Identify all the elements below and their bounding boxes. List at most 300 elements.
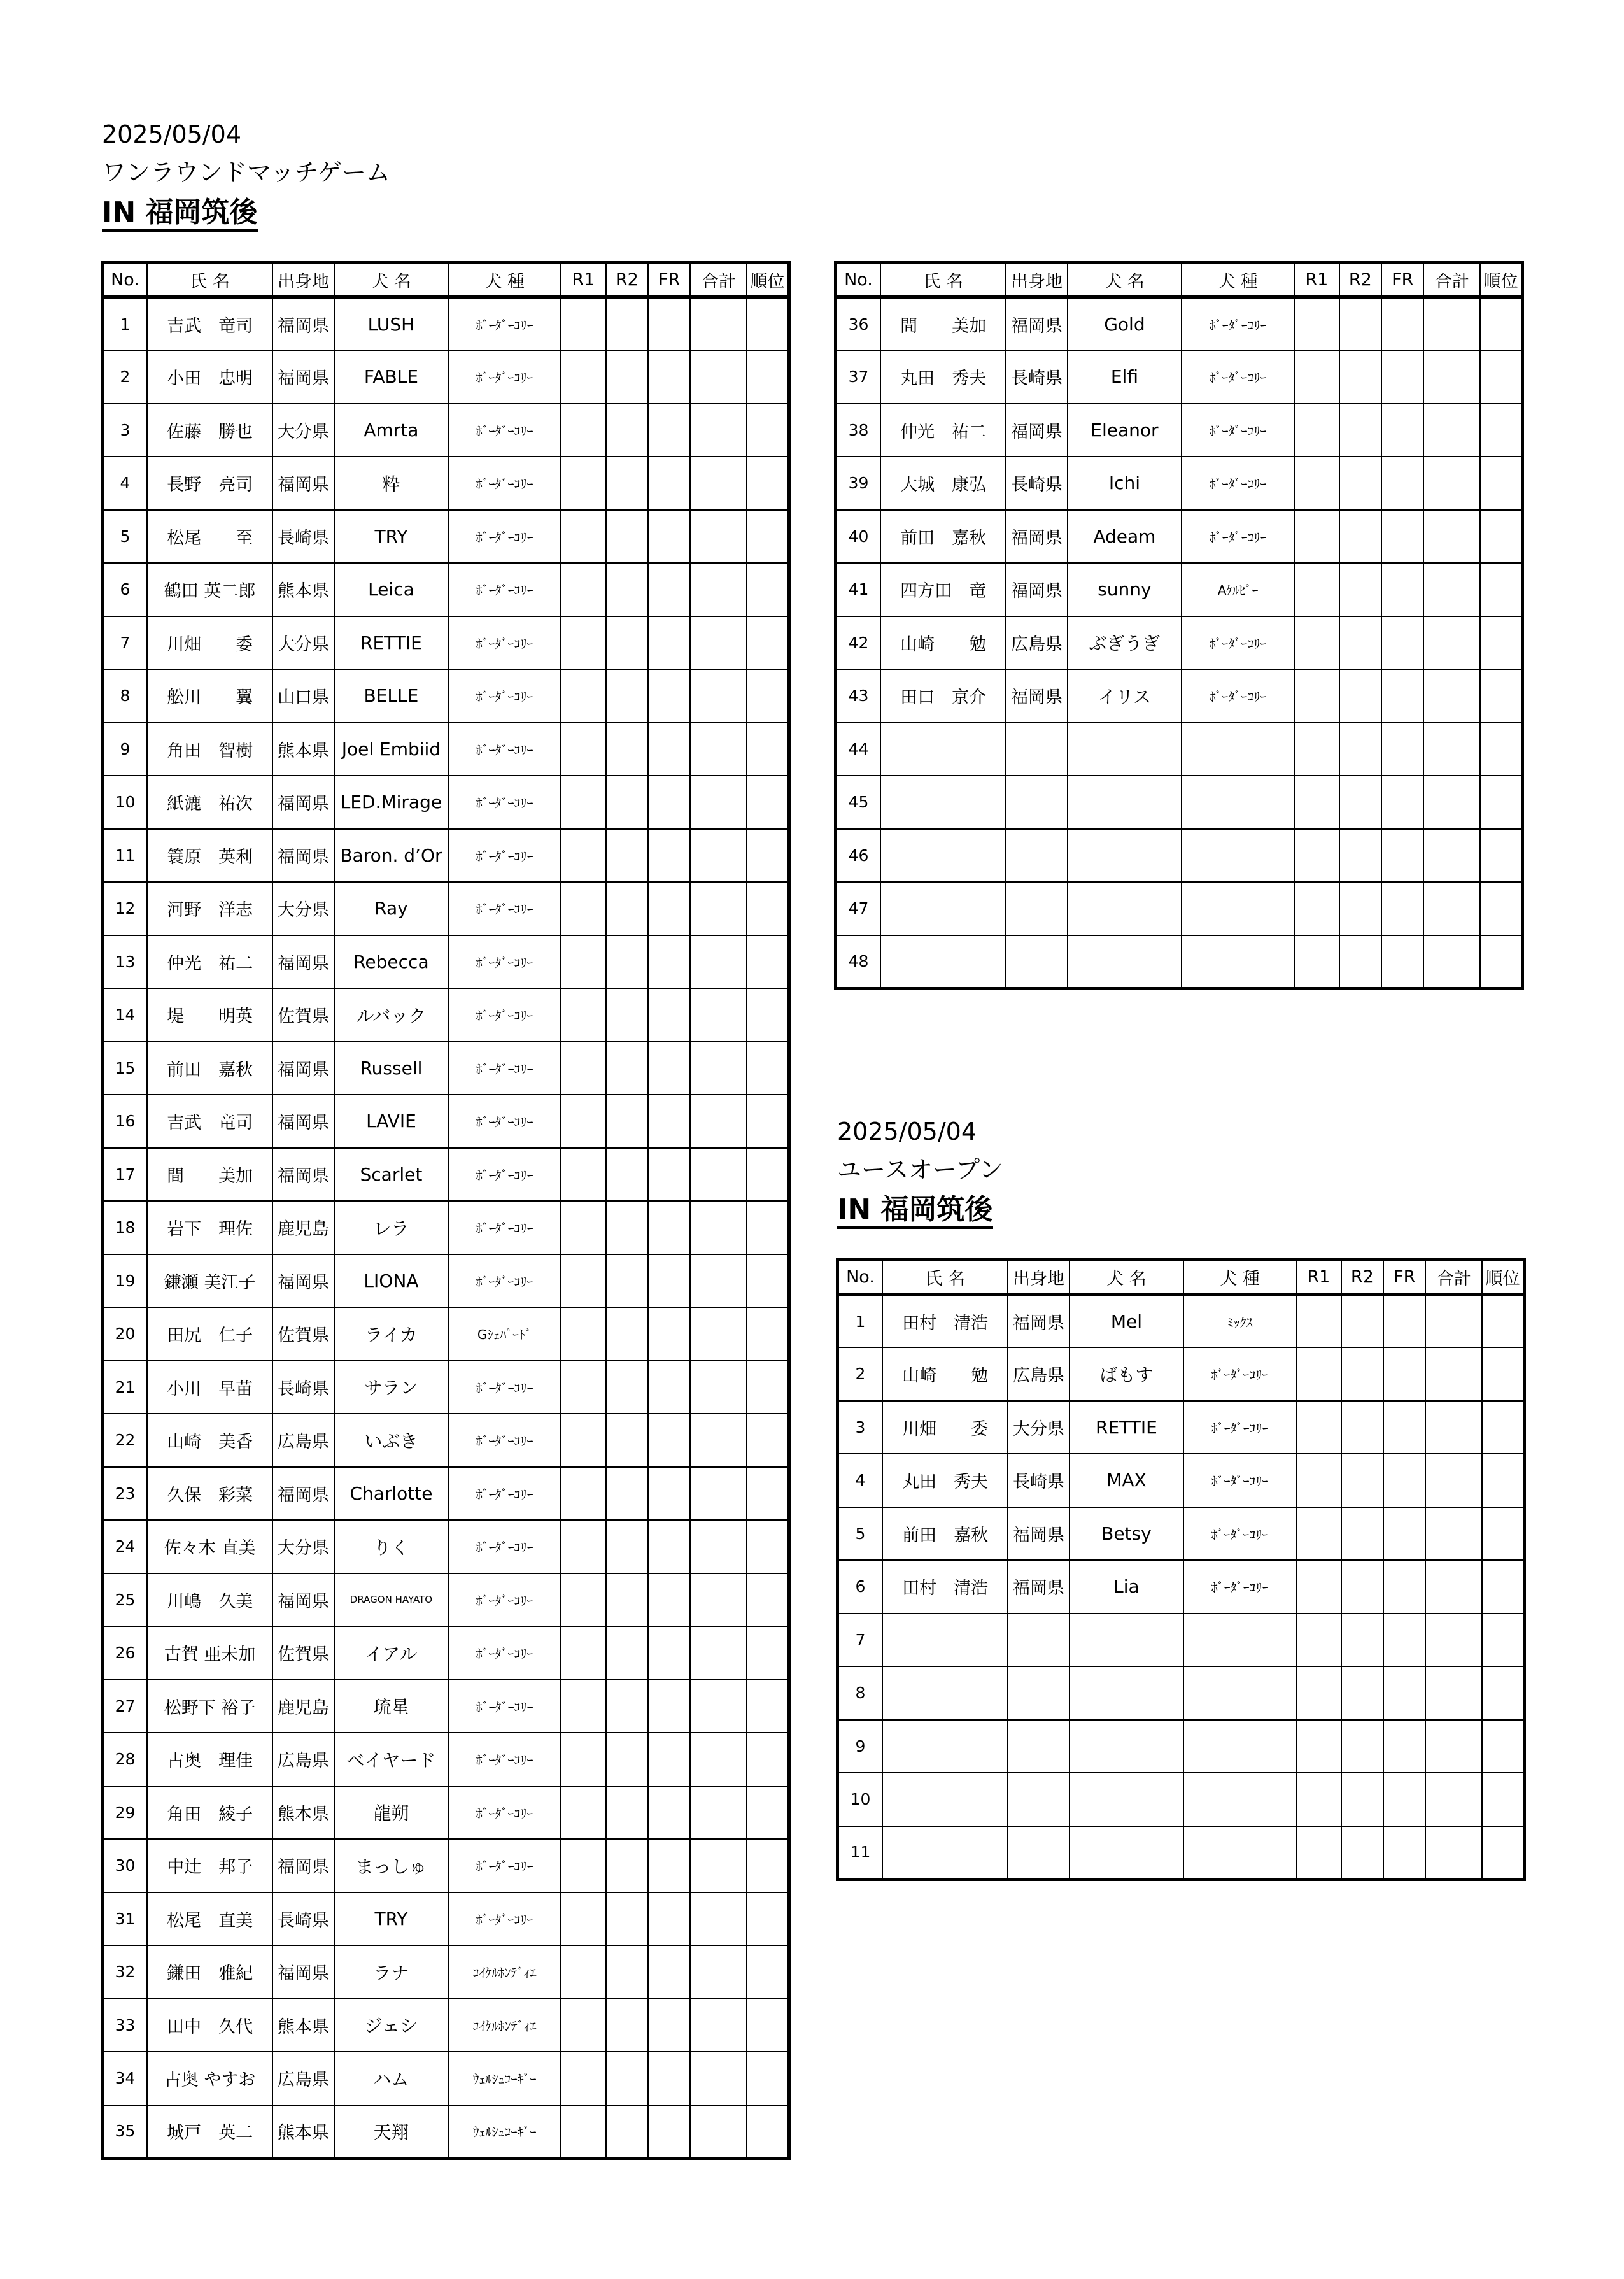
fr-score-cell[interactable] — [1383, 1666, 1425, 1720]
r2-score-cell[interactable] — [606, 988, 648, 1042]
r2-score-cell[interactable] — [606, 1148, 648, 1202]
rank-cell[interactable] — [1480, 882, 1523, 935]
fr-score-cell[interactable] — [1381, 935, 1423, 989]
total-score-cell[interactable] — [690, 988, 747, 1042]
rank-cell[interactable] — [747, 1042, 789, 1095]
total-score-cell[interactable] — [1425, 1347, 1482, 1401]
r2-score-cell[interactable] — [1341, 1614, 1383, 1667]
fr-score-cell[interactable] — [1381, 404, 1423, 457]
total-score-cell[interactable] — [690, 1892, 747, 1946]
total-score-cell[interactable] — [690, 2052, 747, 2105]
rank-cell[interactable] — [747, 457, 789, 510]
total-score-cell[interactable] — [690, 1201, 747, 1254]
r1-score-cell[interactable] — [1294, 776, 1339, 829]
fr-score-cell[interactable] — [1381, 882, 1423, 935]
rank-cell[interactable] — [747, 723, 789, 776]
total-score-cell[interactable] — [690, 1148, 747, 1202]
r1-score-cell[interactable] — [561, 297, 605, 351]
rank-cell[interactable] — [747, 1573, 789, 1627]
r2-score-cell[interactable] — [1339, 723, 1381, 776]
r2-score-cell[interactable] — [1341, 1507, 1383, 1561]
fr-score-cell[interactable] — [648, 616, 690, 670]
fr-score-cell[interactable] — [1383, 1560, 1425, 1614]
total-score-cell[interactable] — [1425, 1454, 1482, 1507]
r1-score-cell[interactable] — [1296, 1666, 1341, 1720]
total-score-cell[interactable] — [1423, 669, 1480, 723]
rank-cell[interactable] — [747, 882, 789, 935]
rank-cell[interactable] — [747, 1148, 789, 1202]
r2-score-cell[interactable] — [606, 1733, 648, 1786]
r2-score-cell[interactable] — [606, 1361, 648, 1414]
total-score-cell[interactable] — [1425, 1560, 1482, 1614]
fr-score-cell[interactable] — [648, 1839, 690, 1892]
total-score-cell[interactable] — [690, 1414, 747, 1467]
fr-score-cell[interactable] — [648, 1414, 690, 1467]
total-score-cell[interactable] — [690, 935, 747, 989]
r2-score-cell[interactable] — [606, 563, 648, 616]
r1-score-cell[interactable] — [561, 1148, 605, 1202]
r1-score-cell[interactable] — [1294, 669, 1339, 723]
fr-score-cell[interactable] — [648, 1573, 690, 1627]
r1-score-cell[interactable] — [561, 1839, 605, 1892]
total-score-cell[interactable] — [1423, 829, 1480, 883]
fr-score-cell[interactable] — [1383, 1826, 1425, 1880]
rank-cell[interactable] — [747, 2052, 789, 2105]
r1-score-cell[interactable] — [561, 1999, 605, 2052]
fr-score-cell[interactable] — [648, 1733, 690, 1786]
r2-score-cell[interactable] — [606, 1999, 648, 2052]
r1-score-cell[interactable] — [561, 1361, 605, 1414]
total-score-cell[interactable] — [1423, 776, 1480, 829]
r2-score-cell[interactable] — [606, 829, 648, 883]
total-score-cell[interactable] — [690, 1573, 747, 1627]
rank-cell[interactable] — [747, 1786, 789, 1840]
r1-score-cell[interactable] — [1294, 350, 1339, 404]
r1-score-cell[interactable] — [1294, 882, 1339, 935]
fr-score-cell[interactable] — [648, 829, 690, 883]
fr-score-cell[interactable] — [648, 988, 690, 1042]
fr-score-cell[interactable] — [648, 563, 690, 616]
total-score-cell[interactable] — [1425, 1720, 1482, 1773]
rank-cell[interactable] — [1480, 935, 1523, 989]
rank-cell[interactable] — [1482, 1826, 1525, 1880]
total-score-cell[interactable] — [690, 457, 747, 510]
rank-cell[interactable] — [747, 404, 789, 457]
entry-number: 6 — [838, 1560, 882, 1614]
r2-score-cell[interactable] — [606, 1414, 648, 1467]
rank-cell[interactable] — [747, 1095, 789, 1148]
rank-cell[interactable] — [747, 297, 789, 351]
r2-score-cell[interactable] — [1339, 935, 1381, 989]
r2-score-cell[interactable] — [606, 1680, 648, 1733]
r1-score-cell[interactable] — [1296, 1773, 1341, 1826]
r2-score-cell[interactable] — [606, 1839, 648, 1892]
rank-cell[interactable] — [747, 1467, 789, 1521]
rank-cell[interactable] — [747, 776, 789, 829]
r2-score-cell[interactable] — [1339, 297, 1381, 351]
fr-score-cell[interactable] — [648, 1307, 690, 1361]
total-score-cell[interactable] — [690, 1680, 747, 1733]
fr-score-cell[interactable] — [1383, 1614, 1425, 1667]
total-score-cell[interactable] — [690, 1467, 747, 1521]
total-score-cell[interactable] — [1423, 723, 1480, 776]
total-score-cell[interactable] — [690, 1626, 747, 1680]
r1-score-cell[interactable] — [561, 1307, 605, 1361]
rank-cell[interactable] — [747, 2105, 789, 2159]
rank-cell[interactable] — [1480, 616, 1523, 670]
fr-score-cell[interactable] — [1381, 669, 1423, 723]
fr-score-cell[interactable] — [1381, 616, 1423, 670]
fr-score-cell[interactable] — [648, 669, 690, 723]
r1-score-cell[interactable] — [561, 510, 605, 564]
r1-score-cell[interactable] — [561, 1095, 605, 1148]
rank-cell[interactable] — [1482, 1773, 1525, 1826]
fr-score-cell[interactable] — [1383, 1773, 1425, 1826]
total-score-cell[interactable] — [690, 1786, 747, 1840]
r2-score-cell[interactable] — [1339, 510, 1381, 564]
rank-cell[interactable] — [1482, 1614, 1525, 1667]
r1-score-cell[interactable] — [561, 988, 605, 1042]
total-score-cell[interactable] — [690, 1095, 747, 1148]
r1-score-cell[interactable] — [561, 1786, 605, 1840]
rank-cell[interactable] — [747, 829, 789, 883]
r2-score-cell[interactable] — [606, 297, 648, 351]
rank-cell[interactable] — [747, 1201, 789, 1254]
fr-score-cell[interactable] — [648, 2052, 690, 2105]
fr-score-cell[interactable] — [1381, 776, 1423, 829]
r2-score-cell[interactable] — [606, 882, 648, 935]
r1-score-cell[interactable] — [1294, 935, 1339, 989]
fr-score-cell[interactable] — [648, 297, 690, 351]
rank-cell[interactable] — [1480, 829, 1523, 883]
r2-score-cell[interactable] — [606, 1201, 648, 1254]
fr-score-cell[interactable] — [1383, 1507, 1425, 1561]
fr-score-cell[interactable] — [648, 1201, 690, 1254]
fr-score-cell[interactable] — [648, 1148, 690, 1202]
rank-cell[interactable] — [747, 1520, 789, 1573]
total-score-cell[interactable] — [690, 510, 747, 564]
fr-score-cell[interactable] — [648, 1786, 690, 1840]
r2-score-cell[interactable] — [606, 457, 648, 510]
total-score-cell[interactable] — [690, 2105, 747, 2159]
total-score-cell[interactable] — [1425, 1614, 1482, 1667]
rank-cell[interactable] — [1482, 1454, 1525, 1507]
r2-score-cell[interactable] — [606, 1042, 648, 1095]
r2-score-cell[interactable] — [606, 2052, 648, 2105]
rank-cell[interactable] — [747, 1414, 789, 1467]
r2-score-cell[interactable] — [606, 1467, 648, 1521]
rank-cell[interactable] — [1482, 1401, 1525, 1454]
r2-score-cell[interactable] — [1341, 1401, 1383, 1454]
r1-score-cell[interactable] — [561, 776, 605, 829]
r1-score-cell[interactable] — [1294, 616, 1339, 670]
total-score-cell[interactable] — [690, 1307, 747, 1361]
total-score-cell[interactable] — [690, 563, 747, 616]
fr-score-cell[interactable] — [648, 882, 690, 935]
r1-score-cell[interactable] — [561, 1201, 605, 1254]
entry-number: 8 — [102, 669, 147, 723]
r1-score-cell[interactable] — [561, 1892, 605, 1946]
r2-score-cell[interactable] — [606, 1945, 648, 1999]
r2-score-cell[interactable] — [606, 510, 648, 564]
total-score-cell[interactable] — [1425, 1773, 1482, 1826]
total-score-cell[interactable] — [690, 776, 747, 829]
total-score-cell[interactable] — [1423, 935, 1480, 989]
r1-score-cell[interactable] — [561, 2105, 605, 2159]
total-score-cell[interactable] — [1423, 616, 1480, 670]
total-score-cell[interactable] — [1425, 1666, 1482, 1720]
r1-score-cell[interactable] — [561, 1042, 605, 1095]
rank-cell[interactable] — [747, 1999, 789, 2052]
rank-cell[interactable] — [1480, 457, 1523, 510]
rank-cell[interactable] — [747, 1680, 789, 1733]
r1-score-cell[interactable] — [561, 457, 605, 510]
dog-name: BELLE — [334, 669, 448, 723]
fr-score-cell[interactable] — [648, 1042, 690, 1095]
r1-score-cell[interactable] — [1294, 510, 1339, 564]
r1-score-cell[interactable] — [561, 1573, 605, 1627]
r2-score-cell[interactable] — [606, 1095, 648, 1148]
r2-score-cell[interactable] — [606, 1786, 648, 1840]
rank-cell[interactable] — [747, 1361, 789, 1414]
r2-score-cell[interactable] — [606, 350, 648, 404]
r2-score-cell[interactable] — [1339, 829, 1381, 883]
total-score-cell[interactable] — [1425, 1295, 1482, 1348]
rank-cell[interactable] — [747, 616, 789, 670]
r2-score-cell[interactable] — [1339, 669, 1381, 723]
total-score-cell[interactable] — [690, 1839, 747, 1892]
total-score-cell[interactable] — [690, 1999, 747, 2052]
fr-score-cell[interactable] — [1381, 457, 1423, 510]
r1-score-cell[interactable] — [1294, 297, 1339, 351]
r1-score-cell[interactable] — [561, 350, 605, 404]
rank-cell[interactable] — [1482, 1666, 1525, 1720]
r1-score-cell[interactable] — [561, 882, 605, 935]
rank-cell[interactable] — [747, 1945, 789, 1999]
total-score-cell[interactable] — [690, 350, 747, 404]
total-score-cell[interactable] — [1425, 1507, 1482, 1561]
r2-score-cell[interactable] — [1339, 776, 1381, 829]
total-score-cell[interactable] — [690, 1520, 747, 1573]
handler-name: 堤 明英 — [147, 988, 272, 1042]
fr-score-cell[interactable] — [648, 723, 690, 776]
total-score-cell[interactable] — [1423, 457, 1480, 510]
rank-cell[interactable] — [747, 669, 789, 723]
rank-cell[interactable] — [1480, 776, 1523, 829]
r1-score-cell[interactable] — [561, 1520, 605, 1573]
rank-cell[interactable] — [747, 1733, 789, 1786]
r2-score-cell[interactable] — [1341, 1347, 1383, 1401]
r1-score-cell[interactable] — [1296, 1507, 1341, 1561]
rank-cell[interactable] — [1480, 723, 1523, 776]
r1-score-cell[interactable] — [1296, 1560, 1341, 1614]
fr-score-cell[interactable] — [1381, 510, 1423, 564]
r1-score-cell[interactable] — [561, 1254, 605, 1308]
fr-score-cell[interactable] — [1383, 1295, 1425, 1348]
r2-score-cell[interactable] — [1341, 1295, 1383, 1348]
total-score-cell[interactable] — [1423, 563, 1480, 616]
r2-score-cell[interactable] — [606, 669, 648, 723]
rank-cell[interactable] — [747, 1626, 789, 1680]
rank-cell[interactable] — [1482, 1507, 1525, 1561]
rank-cell[interactable] — [747, 563, 789, 616]
r1-score-cell[interactable] — [1294, 457, 1339, 510]
r1-score-cell[interactable] — [1294, 404, 1339, 457]
rank-cell[interactable] — [1480, 510, 1523, 564]
r1-score-cell[interactable] — [1296, 1826, 1341, 1880]
r2-score-cell[interactable] — [1339, 350, 1381, 404]
rank-cell[interactable] — [747, 1839, 789, 1892]
total-score-cell[interactable] — [690, 1733, 747, 1786]
fr-score-cell[interactable] — [1381, 563, 1423, 616]
r2-score-cell[interactable] — [1341, 1773, 1383, 1826]
rank-cell[interactable] — [1482, 1560, 1525, 1614]
rank-cell[interactable] — [1480, 563, 1523, 616]
r2-score-cell[interactable] — [1341, 1720, 1383, 1773]
r1-score-cell[interactable] — [1296, 1295, 1341, 1348]
fr-score-cell[interactable] — [1383, 1401, 1425, 1454]
total-score-cell[interactable] — [1423, 297, 1480, 351]
fr-score-cell[interactable] — [648, 2105, 690, 2159]
fr-score-cell[interactable] — [648, 1945, 690, 1999]
r2-score-cell[interactable] — [606, 616, 648, 670]
total-score-cell[interactable] — [690, 669, 747, 723]
r2-score-cell[interactable] — [606, 2105, 648, 2159]
rank-cell[interactable] — [747, 350, 789, 404]
r2-score-cell[interactable] — [606, 776, 648, 829]
r2-score-cell[interactable] — [1339, 616, 1381, 670]
fr-score-cell[interactable] — [648, 1999, 690, 2052]
rank-cell[interactable] — [747, 1892, 789, 1946]
r1-score-cell[interactable] — [561, 2052, 605, 2105]
fr-score-cell[interactable] — [648, 510, 690, 564]
total-score-cell[interactable] — [1423, 350, 1480, 404]
rank-cell[interactable] — [1480, 297, 1523, 351]
r2-score-cell[interactable] — [606, 404, 648, 457]
total-score-cell[interactable] — [690, 723, 747, 776]
r1-score-cell[interactable] — [1296, 1401, 1341, 1454]
r2-score-cell[interactable] — [606, 1626, 648, 1680]
fr-score-cell[interactable] — [648, 776, 690, 829]
fr-score-cell[interactable] — [648, 457, 690, 510]
total-score-cell[interactable] — [1423, 510, 1480, 564]
fr-score-cell[interactable] — [648, 350, 690, 404]
fr-score-cell[interactable] — [1381, 350, 1423, 404]
total-score-cell[interactable] — [690, 882, 747, 935]
r1-score-cell[interactable] — [561, 935, 605, 989]
fr-score-cell[interactable] — [1381, 297, 1423, 351]
r2-score-cell[interactable] — [1341, 1666, 1383, 1720]
rank-cell[interactable] — [1482, 1720, 1525, 1773]
r1-score-cell[interactable] — [561, 829, 605, 883]
r2-score-cell[interactable] — [606, 1520, 648, 1573]
rank-cell[interactable] — [747, 988, 789, 1042]
r1-score-cell[interactable] — [561, 669, 605, 723]
fr-score-cell[interactable] — [648, 1095, 690, 1148]
total-score-cell[interactable] — [690, 829, 747, 883]
r1-score-cell[interactable] — [561, 1733, 605, 1786]
r1-score-cell[interactable] — [561, 1414, 605, 1467]
rank-cell[interactable] — [747, 935, 789, 989]
rank-cell[interactable] — [747, 1254, 789, 1308]
fr-score-cell[interactable] — [648, 1520, 690, 1573]
r1-score-cell[interactable] — [561, 1680, 605, 1733]
rank-cell[interactable] — [1480, 404, 1523, 457]
r2-score-cell[interactable] — [1339, 457, 1381, 510]
total-score-cell[interactable] — [690, 1042, 747, 1095]
r1-score-cell[interactable] — [1296, 1614, 1341, 1667]
fr-score-cell[interactable] — [648, 1680, 690, 1733]
fr-score-cell[interactable] — [1383, 1720, 1425, 1773]
r1-score-cell[interactable] — [1294, 829, 1339, 883]
fr-score-cell[interactable] — [1381, 723, 1423, 776]
total-score-cell[interactable] — [1425, 1826, 1482, 1880]
fr-score-cell[interactable] — [1383, 1347, 1425, 1401]
rank-cell[interactable] — [747, 1307, 789, 1361]
r2-score-cell[interactable] — [606, 1573, 648, 1627]
fr-score-cell[interactable] — [648, 1361, 690, 1414]
fr-score-cell[interactable] — [648, 1892, 690, 1946]
r2-score-cell[interactable] — [606, 935, 648, 989]
r1-score-cell[interactable] — [561, 404, 605, 457]
r2-score-cell[interactable] — [1341, 1560, 1383, 1614]
fr-score-cell[interactable] — [648, 935, 690, 989]
fr-score-cell[interactable] — [648, 1254, 690, 1308]
r1-score-cell[interactable] — [561, 1467, 605, 1521]
r1-score-cell[interactable] — [1296, 1454, 1341, 1507]
fr-score-cell[interactable] — [1383, 1454, 1425, 1507]
r1-score-cell[interactable] — [1296, 1347, 1341, 1401]
col-r1: R1 — [1294, 263, 1339, 297]
r2-score-cell[interactable] — [606, 1254, 648, 1308]
r1-score-cell[interactable] — [1294, 563, 1339, 616]
total-score-cell[interactable] — [690, 1945, 747, 1999]
total-score-cell[interactable] — [1423, 404, 1480, 457]
r2-score-cell[interactable] — [1339, 404, 1381, 457]
rank-cell[interactable] — [1480, 350, 1523, 404]
fr-score-cell[interactable] — [1381, 829, 1423, 883]
total-score-cell[interactable] — [690, 616, 747, 670]
r2-score-cell[interactable] — [606, 723, 648, 776]
rank-cell[interactable] — [1482, 1347, 1525, 1401]
total-score-cell[interactable] — [690, 1254, 747, 1308]
r2-score-cell[interactable] — [606, 1892, 648, 1946]
r1-score-cell[interactable] — [561, 563, 605, 616]
r1-score-cell[interactable] — [1294, 723, 1339, 776]
r2-score-cell[interactable] — [1341, 1826, 1383, 1880]
r1-score-cell[interactable] — [561, 1626, 605, 1680]
fr-score-cell[interactable] — [648, 404, 690, 457]
fr-score-cell[interactable] — [648, 1626, 690, 1680]
r1-score-cell[interactable] — [561, 616, 605, 670]
r2-score-cell[interactable] — [1339, 563, 1381, 616]
total-score-cell[interactable] — [690, 297, 747, 351]
r2-score-cell[interactable] — [1339, 882, 1381, 935]
total-score-cell[interactable] — [690, 404, 747, 457]
r2-score-cell[interactable] — [1341, 1454, 1383, 1507]
total-score-cell[interactable] — [1423, 882, 1480, 935]
r2-score-cell[interactable] — [606, 1307, 648, 1361]
r1-score-cell[interactable] — [561, 723, 605, 776]
rank-cell[interactable] — [1480, 669, 1523, 723]
total-score-cell[interactable] — [690, 1361, 747, 1414]
r1-score-cell[interactable] — [1296, 1720, 1341, 1773]
fr-score-cell[interactable] — [648, 1467, 690, 1521]
r1-score-cell[interactable] — [561, 1945, 605, 1999]
rank-cell[interactable] — [1482, 1295, 1525, 1348]
rank-cell[interactable] — [747, 510, 789, 564]
total-score-cell[interactable] — [1425, 1401, 1482, 1454]
